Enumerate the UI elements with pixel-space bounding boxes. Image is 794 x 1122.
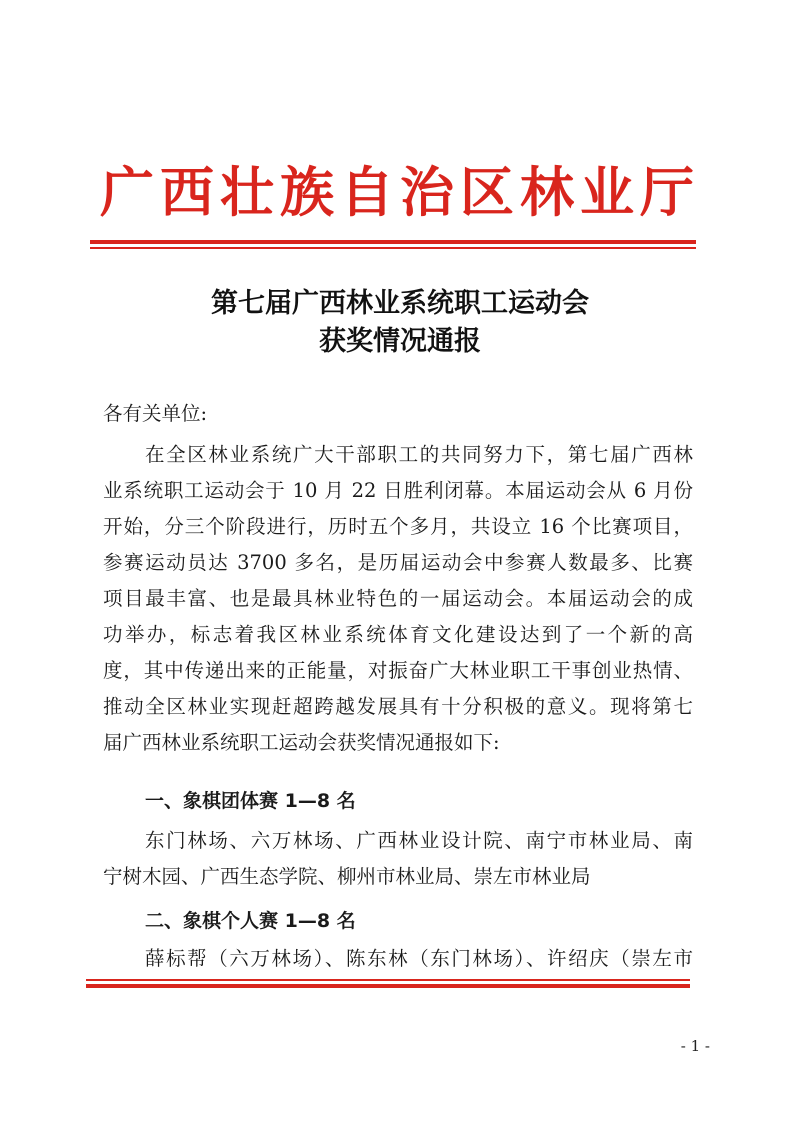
- intro-line: 参赛运动员达 3700 多名，是历届运动会中参赛人数最多、比赛: [103, 551, 693, 574]
- document-title-line-1: 第七届广西林业系统职工运动会: [211, 288, 589, 319]
- intro-line: 开始，分三个阶段进行，历时五个多月，共设立 16 个比赛项目，: [103, 515, 693, 538]
- red-divider-thick: [90, 240, 696, 244]
- section-heading-chess-individual: 二、象棋个人赛 1—8 名: [145, 910, 356, 932]
- document-title-line-2: 获奖情况通报: [319, 326, 481, 357]
- section-line: 东门林场、六万林场、广西林业设计院、南宁市林业局、南: [145, 829, 693, 852]
- intro-line: 项目最丰富、也是最具林业特色的一届运动会。本届运动会的成: [103, 587, 693, 610]
- section-line: 薛标帮（六万林场）、陈东林（东门林场）、许绍庆（崇左市: [145, 947, 693, 970]
- page-number: - 1 -: [680, 1037, 710, 1055]
- red-divider-thin: [90, 247, 696, 249]
- salutation: 各有关单位:: [103, 402, 208, 425]
- intro-line: 功举办，标志着我区林业系统体育文化建设达到了一个新的高: [103, 623, 693, 646]
- red-divider-bottom-thick: [86, 984, 690, 988]
- intro-line: 届广西林业系统职工运动会获奖情况通报如下:: [103, 731, 500, 754]
- intro-line: 在全区林业系统广大干部职工的共同努力下，第七届广西林: [145, 443, 693, 466]
- intro-line: 推动全区林业实现赶超跨越发展具有十分积极的意义。现将第七: [103, 695, 693, 718]
- red-divider-bottom-thin: [86, 979, 690, 981]
- section-heading-chess-team: 一、象棋团体赛 1—8 名: [145, 790, 356, 812]
- section-line: 宁树木园、广西生态学院、柳州市林业局、崇左市林业局: [103, 865, 591, 888]
- intro-line: 业系统职工运动会于 10 月 22 日胜利闭幕。本届运动会从 6 月份: [103, 479, 693, 502]
- issuer-title: 广西壮族自治区林业厅: [100, 160, 700, 224]
- intro-line: 度，其中传递出来的正能量，对振奋广大林业职工干事创业热情、: [103, 659, 693, 682]
